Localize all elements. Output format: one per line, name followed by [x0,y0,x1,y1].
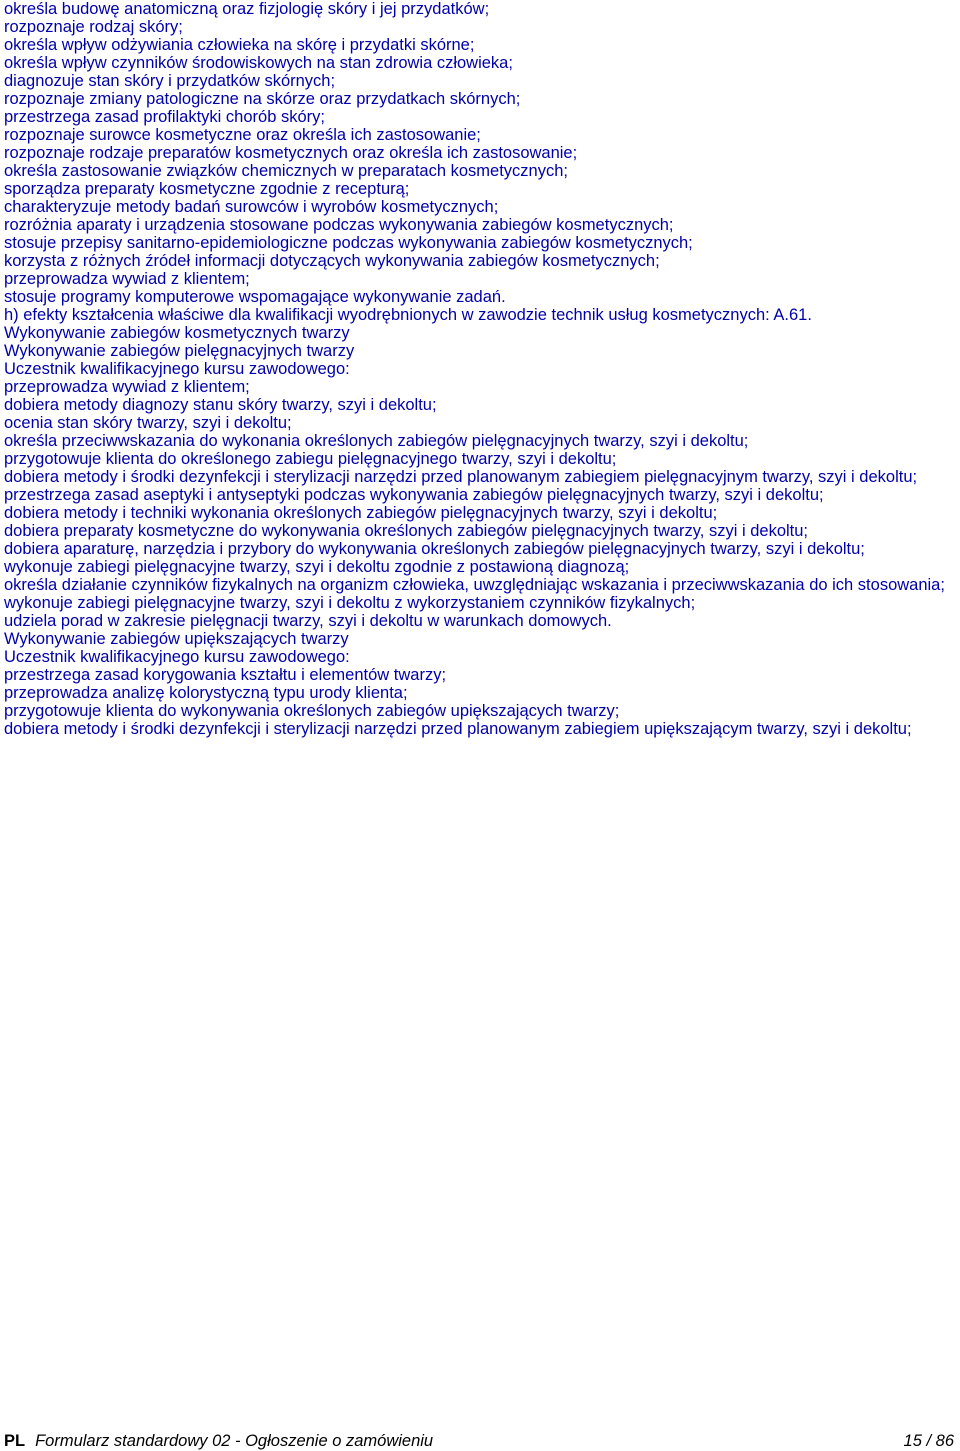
text-line: udziela porad w zakresie pielęgnacji twarzy, szyi i dekoltu w warunkach domowych. [4,612,612,630]
text-line: określa wpływ odżywiania człowieka na skórę i przydatki skórne; [4,36,475,54]
text-line: dobiera metody i środki dezynfekcji i sterylizacji narzędzi przed planowanym zabiegiem pielęgnacyjnym twarzy, szyi i dekoltu; [4,468,918,486]
text-line: diagnozuje stan skóry i przydatków skórnych; [4,72,336,90]
text-line: określa zastosowanie związków chemicznych w preparatach kosmetycznych; [4,162,568,180]
text-line: przygotowuje klienta do wykonywania określonych zabiegów upiększających twarzy; [4,702,620,720]
text-line: dobiera metody i środki dezynfekcji i sterylizacji narzędzi przed planowanym zabiegiem upiększającym twarzy, szyi i dekoltu; [4,720,912,738]
text-line: rozpoznaje rodzaje preparatów kosmetycznych oraz określa ich zastosowanie; [4,144,578,162]
text-line: korzysta z różnych źródeł informacji dotyczących wykonywania zabiegów kosmetycznych; [4,252,660,270]
participant-intro: Uczestnik kwalifikacyjnego kursu zawodowego: [4,360,350,378]
text-line: przestrzega zasad profilaktyki chorób skóry; [4,108,325,126]
text-line: określa przeciwwskazania do wykonania określonych zabiegów pielęgnacyjnych twarzy, szyi i dekoltu; [4,432,749,450]
text-line: określa wpływ czynników środowiskowych na stan zdrowia człowieka; [4,54,513,72]
text-line: określa działanie czynników fizykalnych na organizm człowieka, uwzględniając wskazania i przeciwwskazania do ich stosowania; [4,576,945,594]
text-line: rozpoznaje rodzaj skóry; [4,18,183,36]
section-heading: h) efekty kształcenia właściwe dla kwalifikacji wyodrębnionych w zawodzie technik usług kosmetycznych: A.61. [4,306,812,324]
text-line: stosuje przepisy sanitarno-epidemiologiczne podczas wykonywania zabiegów kosmetycznych; [4,234,693,252]
qualification-title: Wykonywanie zabiegów kosmetycznych twarzy [4,324,350,342]
subsection-title: Wykonywanie zabiegów upiększających twarzy [4,630,349,648]
text-line: przeprowadza wywiad z klientem; [4,378,250,396]
participant-intro: Uczestnik kwalifikacyjnego kursu zawodowego: [4,648,350,666]
text-line: dobiera aparaturę, narzędzia i przybory do wykonywania określonych zabiegów pielęgnacyjnych twarzy, szyi i dekoltu; [4,540,865,558]
text-line: dobiera metody i techniki wykonania określonych zabiegów pielęgnacyjnych twarzy, szyi i dekoltu; [4,504,718,522]
document-body [4,0,954,738]
text-line: wykonuje zabiegi pielęgnacyjne twarzy, szyi i dekoltu z wykorzystaniem czynników fizykalnych; [4,594,696,612]
text-line: stosuje programy komputerowe wspomagające wykonywanie zadań. [4,288,506,306]
page-number: 15 / 86 [903,1432,954,1450]
text-line: przeprowadza wywiad z klientem; [4,270,250,288]
language-code: PL [4,1432,26,1450]
text-line: dobiera preparaty kosmetyczne do wykonywania określonych zabiegów pielęgnacyjnych twarzy, szyi i dekoltu; [4,522,809,540]
text-line: rozpoznaje zmiany patologiczne na skórze oraz przydatkach skórnych; [4,90,521,108]
text-line: charakteryzuje metody badań surowców i wyrobów kosmetycznych; [4,198,499,216]
text-line: dobiera metody diagnozy stanu skóry twarzy, szyi i dekoltu; [4,396,437,414]
text-line: przestrzega zasad korygowania kształtu i elementów twarzy; [4,666,447,684]
form-title: Formularz standardowy 02 - Ogłoszenie o zamówieniu [35,1432,434,1450]
text-line: przeprowadza analizę kolorystyczną typu urody klienta; [4,684,408,702]
text-line: wykonuje zabiegi pielęgnacyjne twarzy, szyi i dekoltu zgodnie z postawioną diagnozą; [4,558,630,576]
subsection-title: Wykonywanie zabiegów pielęgnacyjnych twarzy [4,342,355,360]
text-line: rozpoznaje surowce kosmetyczne oraz określa ich zastosowanie; [4,126,481,144]
text-line: rozróżnia aparaty i urządzenia stosowane podczas wykonywania zabiegów kosmetycznych; [4,216,674,234]
text-line: sporządza preparaty kosmetyczne zgodnie z recepturą; [4,180,410,198]
text-line: przestrzega zasad aseptyki i antyseptyki podczas wykonywania zabiegów pielęgnacyjnych twarzy, szyi i dekoltu; [4,486,824,504]
text-line: określa budowę anatomiczną oraz fizjologię skóry i jej przydatków; [4,0,490,18]
page-footer [4,1432,956,1450]
text-line: ocenia stan skóry twarzy, szyi i dekoltu; [4,414,292,432]
text-line: przygotowuje klienta do określonego zabiegu pielęgnacyjnego twarzy, szyi i dekoltu; [4,450,617,468]
